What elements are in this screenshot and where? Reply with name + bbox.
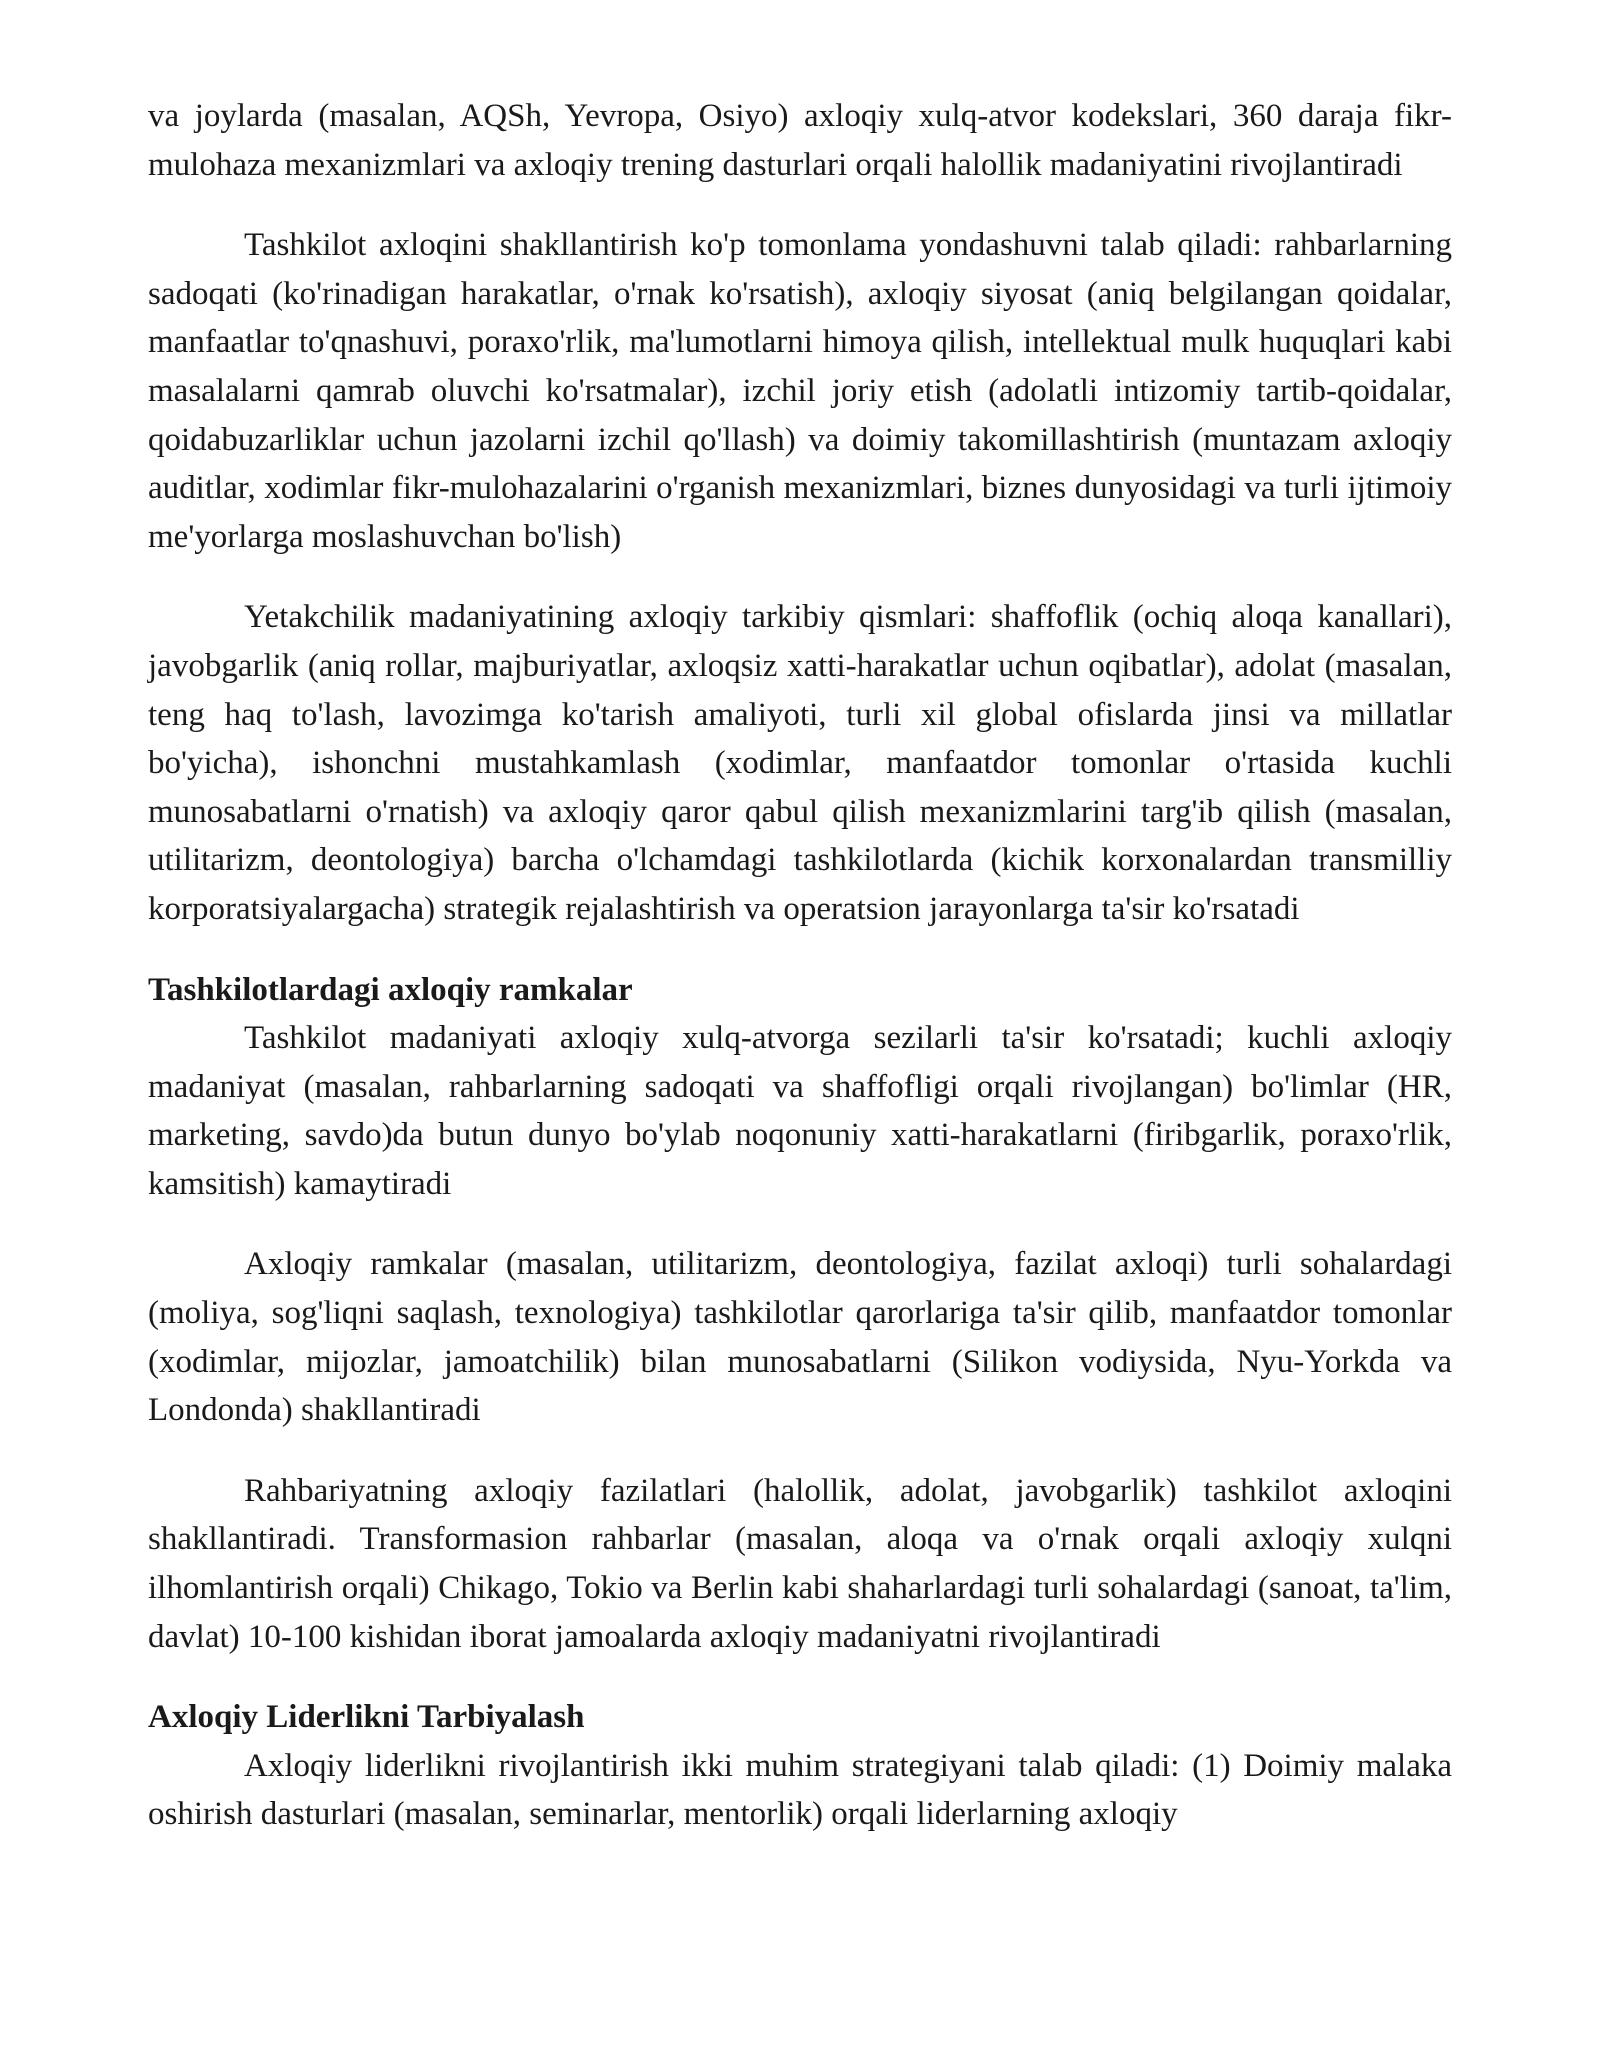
document-page [148, 92, 1452, 1839]
paragraph-leadership-virtues: Rahbariyatning axloqiy fazilatlari (halollik, adolat, javobgarlik) tashkilot axloqini shakllantiradi. Transformasion rahbarlar (masalan, aloqa va o'rnak orqali axloqiy xulqni ilhomlantirish orqali) Chikago, Tokio va Berlin kabi shaharlardagi turli sohalardagi (sanoat, ta'lim, davlat) 10-100 kishidan iborat jamoalarda axloqiy madaniyatni rivojlantiradi [148, 1472, 1452, 1655]
paragraph-continuation: va joylarda (masalan, AQSh, Yevropa, Osiyo) axloqiy xulq-atvor kodekslari, 360 daraja fikr-mulohaza mexanizmlari va axloqiy trening dasturlari orqali halollik madaniyatini rivojlantiradi [148, 98, 1452, 183]
section-heading-ethical-frameworks: Tashkilotlardagi axloqiy ramkalar [148, 971, 633, 1008]
paragraph-ethical-frameworks: Axloqiy ramkalar (masalan, utilitarizm, deontologiya, fazilat axloqi) turli sohalardagi (moliya, sog'liqni saqlash, texnologiya) tashkilotlar qarorlariga ta'sir qilib, manfaatdor tomonlar (xodimlar, mijozlar, jamoatchilik) bilan munosabatlarni (Silikon vodiysida, Nyu-Yorkda va Londonda) shakllantiradi [148, 1246, 1452, 1429]
section-heading-ethical-leadership: Axloqiy Liderlikni Tarbiyalash [148, 1699, 585, 1736]
paragraph-organizational-culture: Tashkilot madaniyati axloqiy xulq-atvorga sezilarli ta'sir ko'rsatadi; kuchli axloqiy madaniyat (masalan, rahbarlarning sadoqati va shaffofligi orqali rivojlangan) bo'limlar (HR, marketing, savdo)da butun dunyo bo'ylab noqonuniy xatti-harakatlarni (firibgarlik, poraxo'rlik, kamsitish) kamaytiradi [148, 1020, 1452, 1202]
paragraph-ethical-leadership-development: Axloqiy liderlikni rivojlantirish ikki muhim strategiyani talab qiladi: (1) Doimiy malaka oshirish dasturlari (masalan, seminarlar, mentorlik) orqali liderlarning axloqiy [148, 1747, 1452, 1833]
paragraph-organization-ethics: Tashkilot axloqini shakllantirish ko'p tomonlama yondashuvni talab qiladi: rahbarlarning sadoqati (ko'rinadigan harakatlar, o'rnak ko'rsatish), axloqiy siyosat (aniq belgilangan qoidalar, manfaatlar to'qnashuvi, poraxo'rlik, ma'lumotlarni himoya qilish, intellektual mulk huquqlari kabi masalalarni qamrab oluvchi ko'rsatmalar), izchil joriy etish (adolatli intizomiy tartib-qoidalar, qoidabuzarliklar uchun jazolarni izchil qo'llash) va doimiy takomillashtirish (muntazam axloqiy auditlar, xodimlar fikr-mulohazalarini o'rganish mexanizmlari, biznes dunyosidagi va turli ijtimoiy me'yorlarga moslashuvchan bo'lish) [148, 227, 1452, 555]
paragraph-leadership-culture: Yetakchilik madaniyatining axloqiy tarkibiy qismlari: shaffoflik (ochiq aloqa kanallari), javobgarlik (aniq rollar, majburiyatlar, axloqsiz xatti-harakatlar uchun oqibatlar), adolat (masalan, teng haq to'lash, lavozimga ko'tarish amaliyoti, turli xil global ofislarda jinsi va millatlar bo'yicha), ishonchni mustahkamlash (xodimlar, manfaatdor tomonlar o'rtasida kuchli munosabatlarni o'rnatish) va axloqiy qaror qabul qilish mexanizmlarini targ'ib qilish (masalan, utilitarizm, deontologiya) barcha o'lchamdagi tashkilotlarda (kichik korxonalardan transmilliy korporatsiyalargacha) strategik rejalashtirish va operatsion jarayonlarga ta'sir ko'rsatadi [148, 599, 1452, 927]
